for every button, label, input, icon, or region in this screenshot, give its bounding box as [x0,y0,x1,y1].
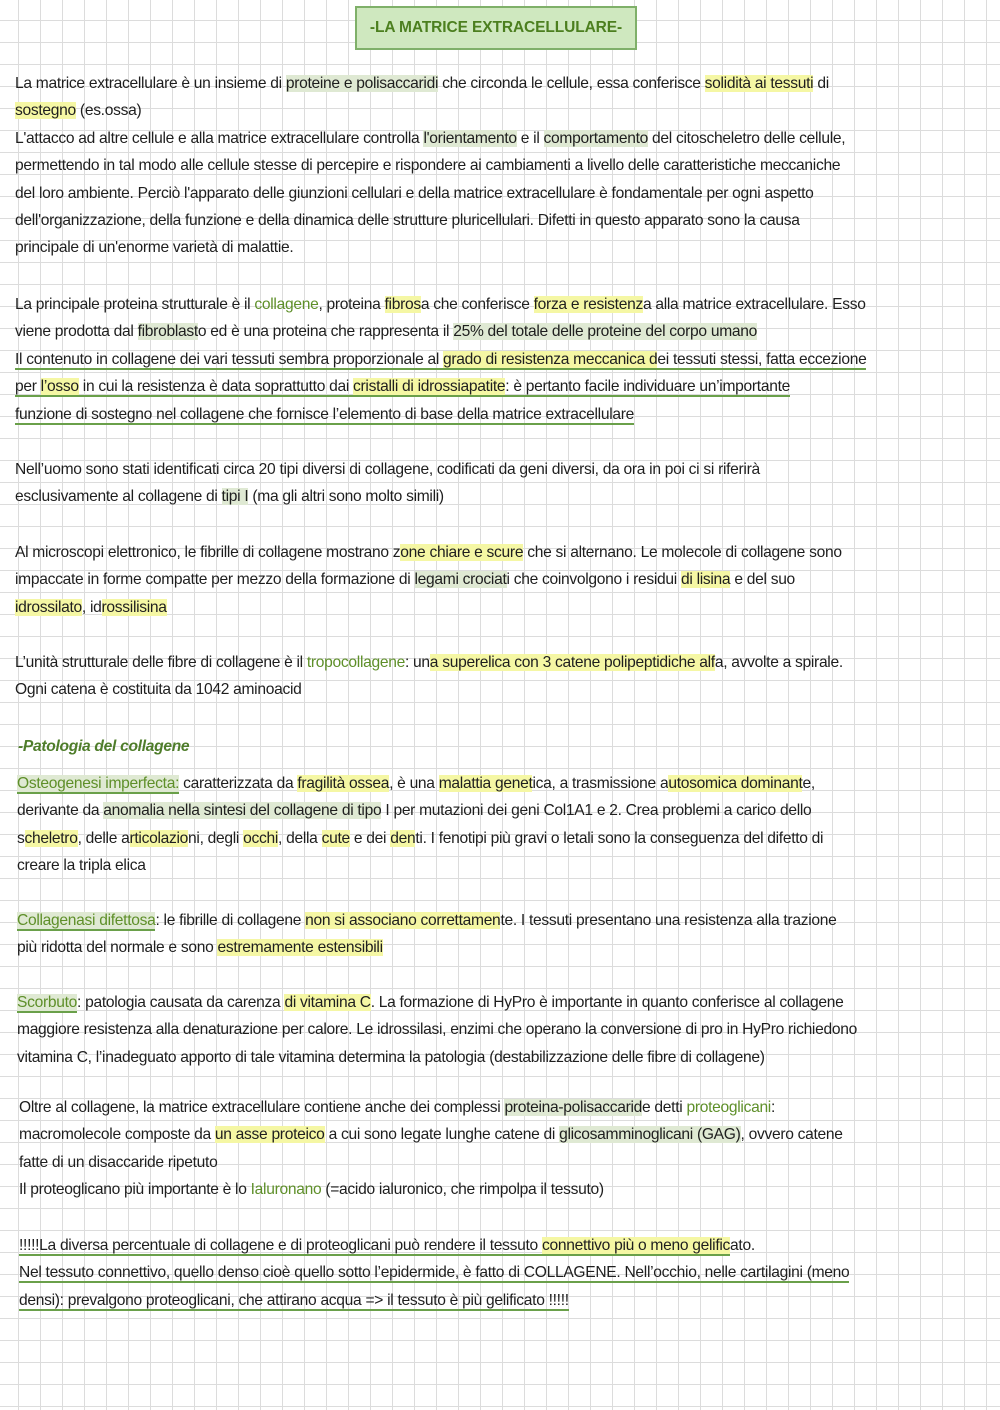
underlined-text: Il contenuto in collagene dei vari tessuti sembra proporzionale al [15,350,444,368]
text-line [19,1176,991,1203]
paragraph-collagenasi [17,907,989,962]
text: impaccate in forme compatte per mezzo della formazione di [15,571,415,589]
text: più ridotta del normale e sono [17,939,218,957]
highlight: forza e resistenz [533,296,643,313]
text: ni, degli [188,829,244,847]
text: e dei [349,829,391,847]
text-line [15,483,987,510]
highlight: di vitamina C [284,994,371,1011]
text-line [17,825,989,852]
highlight: proteine e polisaccaridi [285,75,439,92]
underlined-text: ei tessuti stessi, fatta eccezione [657,350,867,368]
text-line [15,373,987,400]
section-heading [18,733,990,760]
highlight: fragilità ossea [297,775,390,792]
text: i che coinvolgono i residui [506,571,681,589]
text: derivante da [17,802,104,820]
text-line [17,770,989,797]
text: esclusivamente al collagene di [15,488,222,506]
paragraph-tropocollagene [15,649,987,704]
text: (=acido ialuronico, che rimpolpa il tessuto) [321,1181,604,1199]
paragraph-intro [15,70,987,262]
text: I per mutazioni dei geni Col1A1 e 2. Crea problemi a carico dello [381,802,812,820]
keyword: Ialuronano [250,1181,322,1199]
text: , ovvero catene [740,1126,843,1144]
text: caratterizzata da [179,775,298,792]
text-line [19,1094,991,1121]
text: viene prodotta dal [15,323,138,341]
highlight: di lisina [681,571,731,589]
highlight: un asse proteico [214,1126,325,1144]
text: . La formazione di HyPro è importante in quanto conferisce al collagene [370,994,844,1011]
highlight: l’osso [40,378,79,396]
text: Oltre al collagene, la matrice extracellulare contiene anche dei complessi [19,1099,505,1116]
text-line [15,566,987,593]
text-line [17,797,989,824]
highlight: one chiare e scure [400,544,524,561]
text: del citoscheletro delle cellule, [648,129,846,147]
text: a cui sono legate lunghe catene di [324,1126,560,1144]
highlight: grado di resistenza meccanica d [443,350,658,368]
highlight: anomalia nella sintesi del collagene di tipo [103,802,382,820]
text: : patologia causata da carenza [77,994,285,1011]
text-line: Nell’uomo sono stati identificati circa 20 tipi diversi di collagene, codificati da geni diversi, da ora in poi ci si riferirà [15,461,760,478]
highlight: 25% del totale delle proteine del corpo umano [453,323,758,341]
text-line [17,989,989,1016]
paragraph-proteoglicani [19,1094,991,1204]
highlight: occhi [243,829,279,847]
text-line [19,1232,991,1259]
underlined-text: per [15,378,41,396]
text-line [15,594,987,621]
text: ato. [730,1237,755,1254]
underlined-text: in cui la resistenza è data soprattutto dai [78,378,354,396]
text-line: vitamina C, l’inadeguato apporto di tale vitamina determina la patologia (destabilizzazione delle fibre di collagene) [17,1048,765,1066]
text: e il [516,129,544,147]
term-highlight: Scorbuto [17,994,78,1011]
highlight: l'orientamento [423,129,517,147]
underlined-text: !!!!!La diversa percentuale di collagene e di proteoglicani può rendere il tessuto [19,1237,542,1254]
underlined-text: : è pertanto facile individuare un’importante [505,378,790,396]
page-title: -LA MATRICE EXTRACELLULARE- [355,6,637,50]
term-highlight: Collagenasi difettosa [17,912,156,929]
text-line: principale di un'enorme varietà di malattie. [15,239,294,257]
highlight: utosomica dominant [668,775,803,792]
text: : [770,1099,776,1116]
highlight: cheletro [24,829,78,847]
text-line [15,346,987,373]
highlight: non si associano correttamen [305,912,501,929]
text: te. I tessuti presentano una resistenza alla trazione [500,912,837,929]
text: , proteina [318,296,385,313]
paragraph-tipi [15,456,987,511]
text: ti. I fenotipi più gravi o letali sono la conseguenza del difetto di [415,829,824,847]
highlight: proteina-polisaccarid [504,1099,643,1116]
text: Al microscopi elettronico, le fibrille di collagene mostrano z [15,544,401,561]
text: (es.ossa) [75,102,142,120]
highlight: tipi I [221,488,249,506]
text: : un [404,654,430,671]
text-line: creare la tripla elica [17,857,146,875]
text: L'attacco ad altre cellule e alla matrice extracellulare controlla [15,129,424,147]
highlight: estremamente estensibili [217,939,383,957]
highlight: sostegno [15,102,76,120]
text: : le fibrille di collagene [155,912,306,929]
text: e del suo [730,571,795,589]
text: (ma gli altri sono molto simili) [248,488,444,506]
text: che si alternano. Le molecole di collagene sono [523,544,842,561]
highlight: cute [321,829,350,847]
highlight: solidità ai tessuti [704,75,814,92]
text-line [15,97,987,124]
text: La matrice extracellulare è un insieme di [15,75,286,92]
underlined-text: Nel tessuto connettivo, quello denso cioè quello sotto l’epidermide, è fatto di COLLAGENE. Nell’occhio, nelle cartilagini (meno [19,1264,850,1282]
underlined-text: funzione di sostegno nel collagene che fornisce l’elemento di base della matrice extracellulare [15,405,635,423]
highlight: rossilisina [101,598,167,616]
text: a che conferisce [420,296,534,313]
text-line: Ogni catena è costituita da 1042 aminoacid [15,681,302,699]
keyword: collagene [254,296,319,313]
highlight: fibros [384,296,421,313]
heading-text: -Patologia del collagene [18,738,190,755]
text-line: maggiore resistenza alla denaturazione per calore. Le idrossilasi, enzimi che operano la conversione di pro in HyPro richiedono [17,1021,857,1039]
text-line [15,70,987,97]
text: macromolecole composte da [19,1126,215,1144]
text-line [17,907,989,934]
text: Il proteoglicano più importante è lo [19,1181,251,1199]
paragraph-osteogenesi [17,770,989,880]
text: e detti [642,1099,687,1116]
text-line [19,1121,991,1148]
highlight: a superelica con 3 catene polipeptidiche alf [429,654,715,671]
text: che circonda le cellule, essa conferisce [438,75,705,92]
keyword: tropocollagene [306,654,405,671]
text: e, [802,775,815,792]
highlight: cristalli di idrossiapatite [353,378,506,396]
text-line: fatte di un disaccaride ripetuto [19,1153,218,1171]
highlight: comportamento [543,129,648,147]
text-line: del loro ambiente. Perciò l'apparato delle giunzioni cellulari e della matrice extracellulare è fondamentale per ogni aspetto [15,184,814,202]
highlight: idrossilato [15,598,82,616]
text-line [15,318,987,345]
text-line [15,291,987,318]
highlight: connettivo più o meno gelific [541,1237,731,1254]
text-line: dell'organizzazione, della funzione e della dinamica delle strutture pluricellulari. Difetti in questo apparato sono la causa [15,211,800,229]
text: s [17,829,25,847]
text-line [15,539,987,566]
highlight: fibroblast [137,323,198,341]
paragraph-microscopio [15,539,987,621]
text: , della [278,829,322,847]
text: di [813,75,829,92]
highlight: malattia genet [438,775,533,792]
text-line [15,125,987,152]
text: a alla matrice extracellulare. Esso [642,296,866,313]
text: o ed è una proteina che rappresenta il [197,323,454,341]
text: ica, a trasmissione a [532,775,669,792]
text-line [15,401,987,428]
term-highlight: Osteogenesi imperfecta: [17,775,180,792]
keyword: proteoglicani [686,1099,771,1116]
text: L’unità strutturale delle fibre di collagene è il [15,654,307,671]
text-line [17,934,989,961]
text-line: permettendo in tal modo alle cellule stesse di percepire e rispondere ai cambiamenti a livello delle caratteristiche meccaniche [15,157,841,175]
text-line [19,1259,991,1286]
text: a, avvolte a spirale. [714,654,843,671]
text-line [19,1287,991,1314]
paragraph-conclusione [19,1232,991,1314]
paragraph-collagene [15,291,987,428]
underlined-text: densi): prevalgono proteoglicani, che attirano acqua => il tessuto è più gelificato !!!!! [19,1291,569,1309]
text: , id [81,598,102,616]
highlight: den [390,829,416,847]
text: , delle a [77,829,130,847]
text: , è una [389,775,439,792]
text-line [15,649,987,676]
highlight: rticolazio [129,829,189,847]
highlight: glicosamminoglicani (GAG) [559,1126,741,1144]
highlight: legami crociat [414,571,507,589]
text: La principale proteina strutturale è il [15,296,255,313]
paragraph-scorbuto [17,989,989,1071]
